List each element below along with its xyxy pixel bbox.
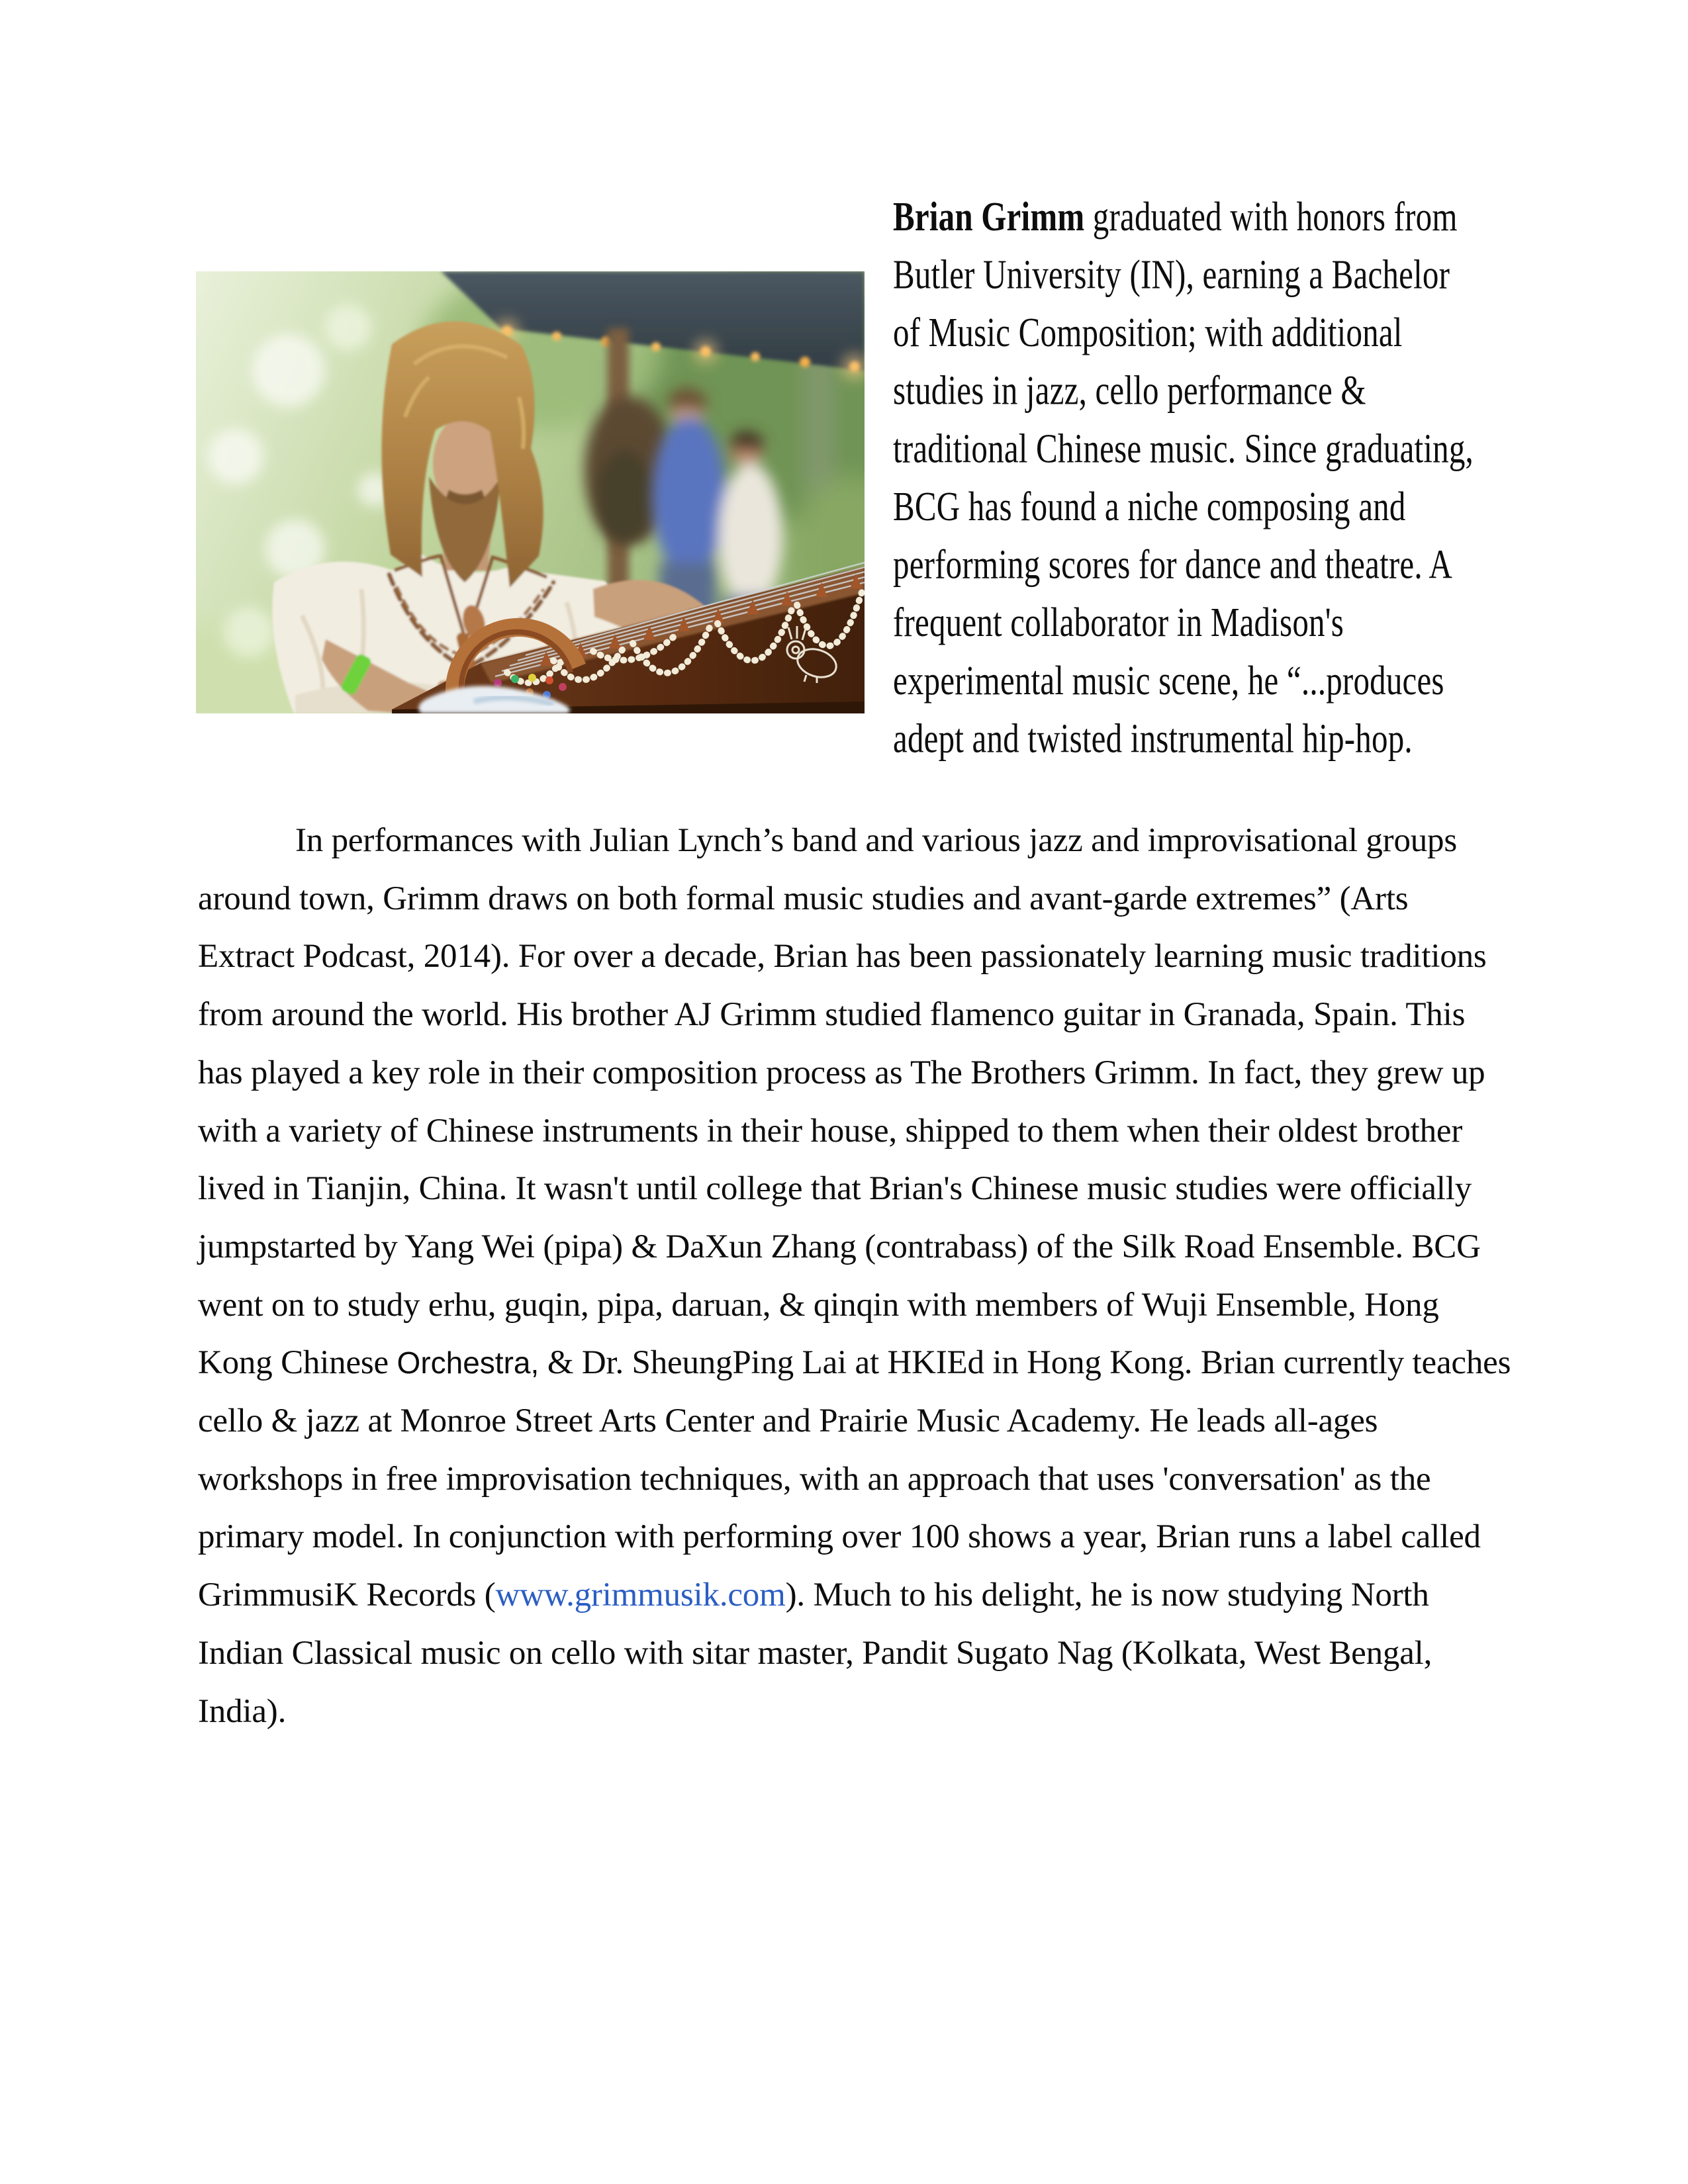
body-line-text: Kong Chinese [198,1344,397,1382]
body-line: went on to study erhu, guqin, pipa, daruan, & qinqin with members of Wuji Ensemble, Hong [198,1286,1439,1324]
intro-paragraph [893,187,1515,767]
intro-line: traditional Chinese music. Since graduating, [893,425,1474,472]
photo-illustration [196,271,865,713]
person-name: Brian Grimm [893,193,1085,240]
bio-paragraph [198,812,1528,1741]
intro-line [893,187,1515,246]
body-line: In performances with Julian Lynch’s band and various jazz and improvisational groups [295,822,1458,859]
intro-line: studies in jazz, cello performance & [893,367,1366,414]
intro-line: adept and twisted instrumental hip-hop. [893,715,1413,762]
body-line: cello & jazz at Monroe Street Arts Center and Prairie Music Academy. He leads all-ages [198,1402,1378,1440]
body-line: workshops in free improvisation techniques, with an approach that uses 'conversation' as the [198,1460,1431,1498]
body-line: has played a key role in their composition process as The Brothers Grimm. In fact, they grew up [198,1054,1485,1091]
body-line-text: ). Much to his delight, he is now studying North [785,1576,1429,1614]
intro-line: performing scores for dance and theatre. A [893,541,1453,588]
body-line: lived in Tianjin, China. It wasn't until college that Brian's Chinese music studies were officially [198,1170,1472,1208]
body-line: primary model. In conjunction with performing over 100 shows a year, Brian runs a label called [198,1518,1481,1556]
body-line-text: GrimmusiK Records ( [198,1576,496,1614]
body-line: Indian Classical music on cello with sitar master, Pandit Sugato Nag (Kolkata, West Bengal, [198,1634,1432,1672]
portrait-photo [196,271,865,713]
body-line-text: & Dr. SheungPing Lai at HKIEd in Hong Kong. Brian currently teaches [539,1344,1511,1382]
body-line: jumpstarted by Yang Wei (pipa) & DaXun Zhang (contrabass) of the Silk Road Ensemble. BCG [198,1228,1481,1265]
body-line: from around the world. His brother AJ Grimm studied flamenco guitar in Granada, Spain. This [198,996,1466,1034]
body-line: with a variety of Chinese instruments in their house, shipped to them when their oldest brother [198,1112,1463,1150]
intro-line: experimental music scene, he “...produces [893,657,1444,704]
body-line: around town, Grimm draws on both formal music studies and avant-garde extremes” (Arts [198,880,1409,917]
orchestra-word: Orchestra, [397,1345,539,1381]
intro-line: of Music Composition; with additional [893,309,1403,355]
body-line: Extract Podcast, 2014). For over a decade, Brian has been passionately learning music traditions [198,938,1487,976]
intro-line: frequent collaborator in Madison's [893,599,1344,646]
intro-line: BCG has found a niche composing and [893,483,1406,529]
intro-line-text: graduated with honors from [1084,193,1458,240]
intro-line: Butler University (IN), earning a Bachelor [893,251,1450,298]
grimmusik-link[interactable]: www.grimmusik.com [495,1576,786,1614]
body-line: India). [198,1692,287,1730]
body-line [198,1567,1528,1625]
body-line [198,1334,1528,1392]
